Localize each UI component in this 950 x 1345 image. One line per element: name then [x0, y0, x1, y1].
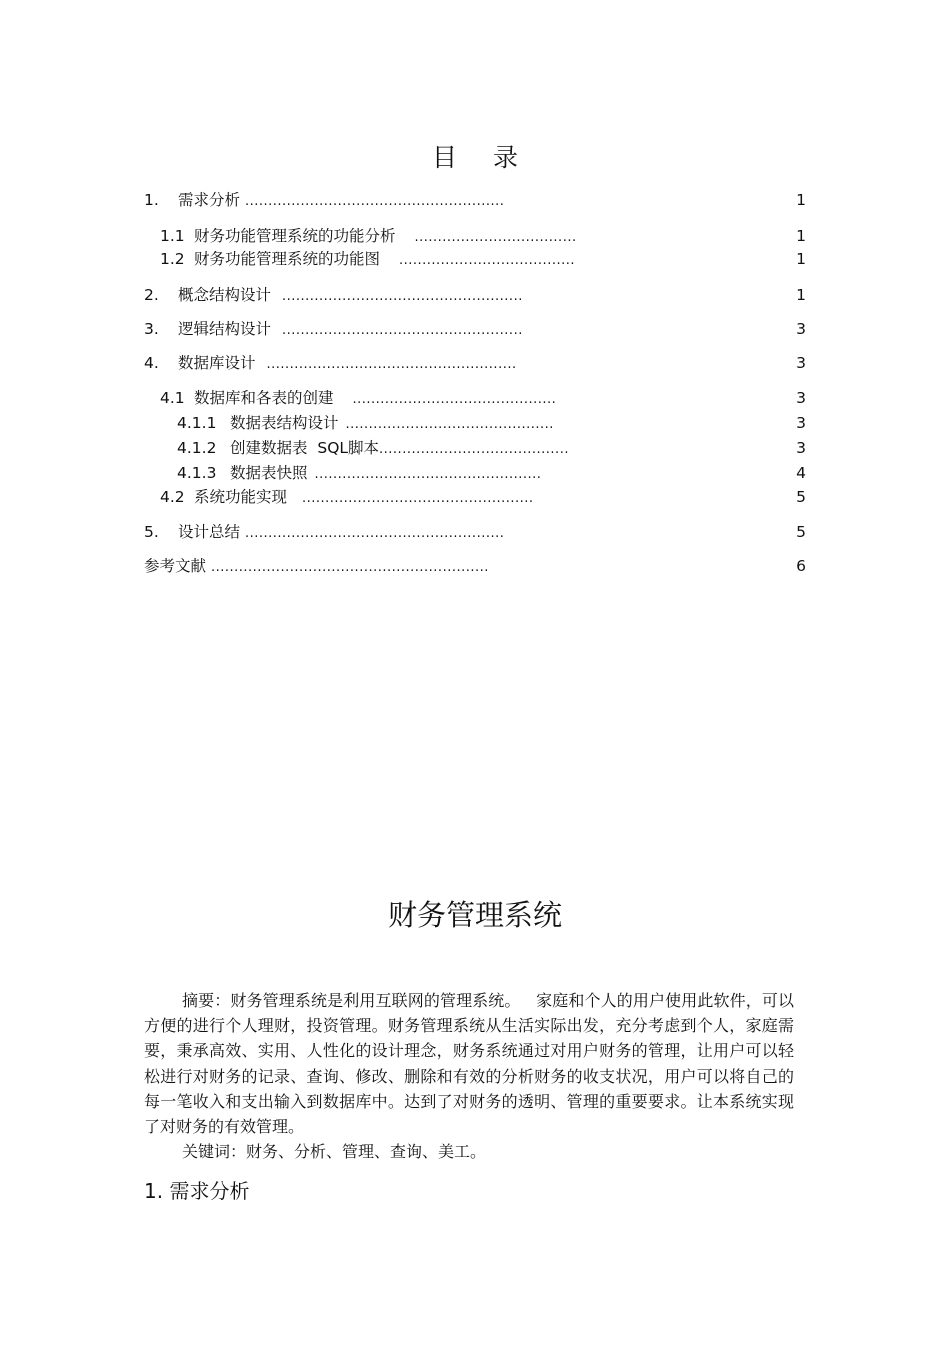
toc-entry-5[interactable]	[144, 522, 504, 544]
toc-page-number: 3	[796, 439, 806, 457]
toc-page-number: 1	[796, 227, 806, 245]
toc-entry-text: 数据表快照	[230, 464, 308, 482]
toc-entry-number: 4.1.1	[177, 414, 217, 432]
abstract-paragraph: 摘要：财务管理系统是利用互联网的管理系统。 家庭和个人的用户使用此软件，可以方便的进行个人理财，投资管理。财务管理系统从生活实际出发，充分考虑到个人，家庭需要，秉承高效、实用、人性化的设计理念，财务系统通过对用户财务的管理，让用户可以轻松进行对财务的记录、查询、修改、删除和有效的分析财务的收支状况，用户可以将自己的每一笔收入和支出输入到数据库中。达到了对财务的透明、管理的重要要求。让本系统实现了对财务的有效管理。	[144, 991, 794, 1137]
toc-entry-text: 数据库和各表的创建	[194, 389, 334, 407]
toc-entry-text: 设计总结	[178, 523, 241, 541]
toc-page-number: 1	[796, 191, 806, 209]
toc-entry-number: 5.	[144, 523, 159, 541]
toc-entry-2[interactable]	[144, 285, 523, 307]
toc-page-number: 3	[796, 354, 806, 372]
abstract-block	[144, 988, 794, 1164]
toc-entry-4-1-2[interactable]	[177, 438, 569, 460]
toc-page-number: 5	[796, 523, 806, 541]
toc-page-number: 3	[796, 389, 806, 407]
toc-leader: ....................................................	[281, 323, 523, 338]
toc-entry-number: 4.1	[160, 389, 185, 407]
toc-leader: .............................................	[345, 417, 554, 432]
toc-entry-1-1[interactable]	[160, 226, 577, 248]
toc-entry-number: 4.	[144, 354, 159, 372]
toc-leader: ......................................	[398, 253, 575, 268]
toc-entry-number: 3.	[144, 320, 159, 338]
toc-entry-text: 逻辑结构设计	[178, 320, 272, 338]
toc-entry-text: 概念结构设计	[178, 286, 272, 304]
toc-page-number: 5	[796, 488, 806, 506]
toc-entry-4-2[interactable]	[160, 487, 534, 509]
toc-leader: ..................................................	[301, 491, 534, 506]
toc-page-number: 3	[796, 320, 806, 338]
toc-entry-number: 4.1.2	[177, 439, 217, 457]
toc-entry-references[interactable]	[144, 556, 489, 578]
toc-entry-text: 数据表结构设计	[230, 414, 339, 432]
toc-entry-text: 参考文献	[144, 557, 207, 575]
toc-entry-number: 1.1	[160, 227, 185, 245]
toc-leader: ........................................................	[244, 194, 505, 209]
toc-leader: .........................................	[379, 442, 569, 457]
toc-entry-1[interactable]	[144, 190, 504, 212]
toc-entry-number: 1.	[144, 191, 159, 209]
toc-entry-number: 4.2	[160, 488, 185, 506]
toc-entry-text: 需求分析	[178, 191, 241, 209]
toc-page-number: 6	[796, 557, 806, 575]
toc-leader: .................................................	[314, 467, 542, 482]
toc-leader: ............................................	[352, 392, 557, 407]
toc-page-number: 4	[796, 464, 806, 482]
toc-title: 目 录	[432, 143, 532, 172]
toc-entry-number: 1.2	[160, 250, 185, 268]
toc-page-number: 3	[796, 414, 806, 432]
table-of-contents	[0, 0, 950, 600]
toc-entry-text: 系统功能实现	[194, 488, 288, 506]
toc-leader: ........................................................	[244, 526, 505, 541]
toc-entry-4-1-1[interactable]	[177, 413, 554, 435]
toc-entry-text: 财务功能管理系统的功能图	[194, 250, 381, 268]
toc-leader: ....................................................	[281, 289, 523, 304]
keywords-line: 关键词：财务、分析、管理、查询、美工。	[182, 1142, 487, 1162]
toc-entry-4-1[interactable]	[160, 388, 556, 410]
toc-leader: ...................................	[414, 230, 577, 245]
toc-entry-4[interactable]	[144, 353, 517, 375]
toc-entry-text: 数据库设计	[178, 354, 256, 372]
document-title: 财务管理系统	[387, 898, 562, 932]
toc-leader: ......................................................	[266, 357, 517, 372]
section-heading: 1. 需求分析	[144, 1179, 250, 1203]
toc-leader: ............................................................	[210, 560, 489, 575]
toc-entry-1-2[interactable]	[160, 249, 575, 271]
toc-entry-text: 创建数据表 SQL脚本	[230, 439, 380, 457]
toc-page-number: 1	[796, 286, 806, 304]
toc-entry-text: 财务功能管理系统的功能分析	[194, 227, 396, 245]
toc-entry-4-1-3[interactable]	[177, 463, 541, 485]
toc-page-number: 1	[796, 250, 806, 268]
toc-entry-number: 2.	[144, 286, 159, 304]
toc-entry-number: 4.1.3	[177, 464, 217, 482]
toc-entry-3[interactable]	[144, 319, 523, 341]
